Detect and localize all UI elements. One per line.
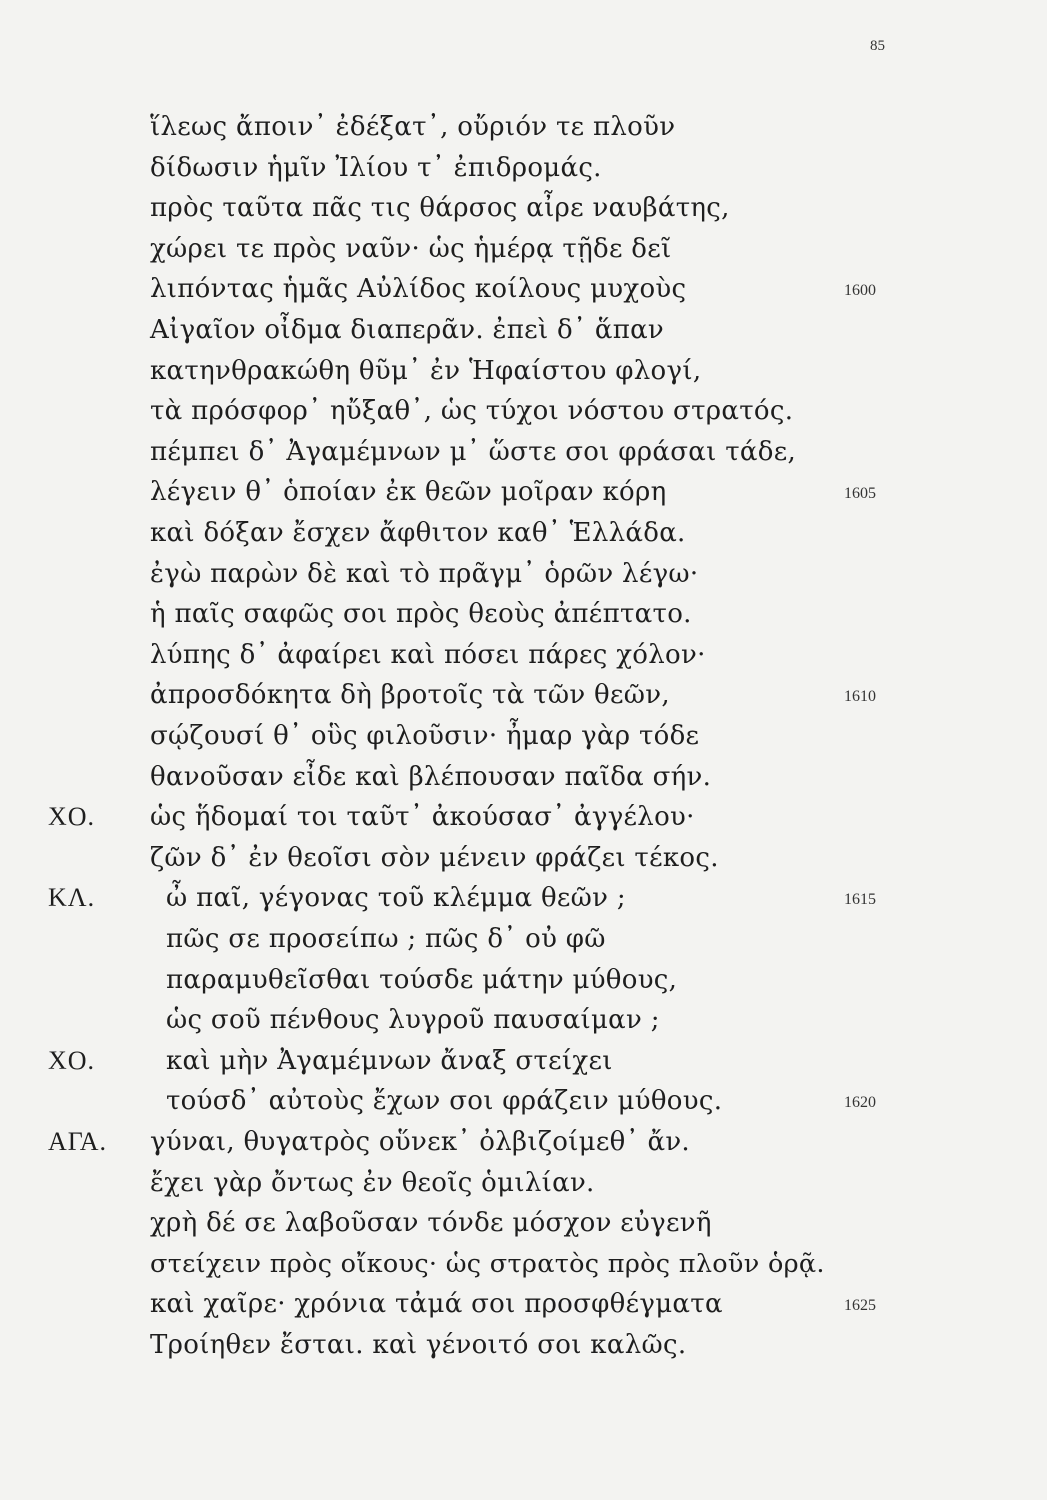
verse-text: λέγειν θ᾽ ὁποίαν ἐκ θεῶν μοῖραν κόρη: [150, 477, 667, 508]
line-number: 1620: [844, 1094, 876, 1112]
verse-text: σῴζουσί θ᾽ οὓς φιλοῦσιν· ἦμαρ γὰρ τόδε: [150, 721, 700, 751]
verse-line: [0, 680, 1047, 720]
verse-line: [0, 477, 1047, 517]
verse-line: [0, 640, 1047, 680]
speaker-label: ΧΟ.: [48, 1045, 96, 1075]
speaker-label: ΧΟ.: [48, 802, 96, 832]
verse-line: [0, 721, 1047, 761]
verse-text: ζῶν δ᾽ ἐν θεοῖσι σὸν μένειν φράζει τέκος.: [150, 842, 719, 873]
verse-text: ὦ παῖ, γέγονας τοῦ κλέμμα θεῶν ;: [166, 883, 626, 914]
verse-text: πῶς σε προσείπω ; πῶς δ᾽ οὐ φῶ: [166, 924, 606, 954]
verse-text: ἡ παῖς σαφῶς σοι πρὸς θεοὺς ἀπέπτατο.: [150, 599, 692, 630]
verse-text: παραμυθεῖσθαι τούσδε μάτην μύθους,: [166, 964, 678, 995]
verse-text: καὶ χαῖρε· χρόνια τἀμά σοι προσφθέγματα: [150, 1289, 723, 1320]
verse-text: γύναι, θυγατρὸς οὕνεκ᾽ ὀλβιζοίμεθ᾽ ἄν.: [150, 1127, 690, 1157]
verse-line: [0, 1086, 1047, 1126]
verse-line: [0, 965, 1047, 1005]
line-number: 1625: [844, 1297, 876, 1315]
verse-line: [0, 396, 1047, 436]
verse-text: ἔχει γὰρ ὄντως ἐν θεοῖς ὁμιλίαν.: [150, 1167, 595, 1198]
verse-line: [0, 599, 1047, 639]
verse-text: ὡς ἥδομαί τοι ταῦτ᾽ ἀκούσασ᾽ ἀγγέλου·: [150, 802, 695, 833]
verse-text: τὰ πρόσφορ᾽ ηὔξαθ᾽, ὡς τύχοι νόστου στρατός.: [150, 396, 794, 427]
verse-line: [0, 1208, 1047, 1248]
verse-text: πέμπει δ᾽ Ἀγαμέμνων μ᾽ ὥστε σοι φράσαι τάδε,: [150, 436, 797, 467]
verse-text: χρὴ δέ σε λαβοῦσαν τόνδε μόσχον εὐγενῆ: [150, 1208, 712, 1239]
verse-line: [0, 802, 1047, 842]
verse-line: [0, 843, 1047, 883]
verse-text: ἀπροσδόκητα δὴ βροτοῖς τὰ τῶν θεῶν,: [150, 680, 670, 711]
verse-text: καὶ δόξαν ἔσχεν ἄφθιτον καθ᾽ Ἑλλάδα.: [150, 518, 686, 548]
verse-text: χώρει τε πρὸς ναῦν· ὡς ἡμέρᾳ τῇδε δεῖ: [150, 233, 672, 264]
verse-line: [0, 356, 1047, 396]
page-number: 85: [870, 38, 885, 54]
verse-text: ἵλεως ἄποιν᾽ ἐδέξατ᾽, οὔριόν τε πλοῦν: [150, 112, 676, 142]
verse-text: Τροίηθεν ἔσται. καὶ γένοιτό σοι καλῶς.: [150, 1330, 687, 1360]
speaker-label: ΑΓΑ.: [48, 1127, 108, 1156]
verse-text: θανοῦσαν εἶδε καὶ βλέπουσαν παῖδα σήν.: [150, 761, 712, 792]
verse-line: [0, 1330, 1047, 1370]
verse-text: καὶ μὴν Ἀγαμέμνων ἄναξ στείχει: [166, 1045, 613, 1076]
line-number: 1600: [844, 282, 876, 300]
verse-line: [0, 762, 1047, 802]
verse-text: λιπόντας ἡμᾶς Αὐλίδος κοίλους μυχοὺς: [150, 274, 687, 305]
verse-text: τούσδ᾽ αὐτοὺς ἔχων σοι φράζειν μύθους.: [166, 1086, 723, 1117]
verse-line: [0, 112, 1047, 152]
verse-line: [0, 1289, 1047, 1329]
verse-line: [0, 315, 1047, 355]
verse-line: [0, 1127, 1047, 1167]
verse-text: ἐγὼ παρὼν δὲ καὶ τὸ πρᾶγμ᾽ ὁρῶν λέγω·: [150, 558, 699, 589]
verse-line: [0, 1005, 1047, 1045]
verse-line: [0, 883, 1047, 923]
verse-line: [0, 1249, 1047, 1289]
line-number: 1615: [844, 891, 876, 909]
verse-line: [0, 153, 1047, 193]
line-number: 1605: [844, 485, 876, 503]
verse-text: δίδωσιν ἡμῖν Ἰλίου τ᾽ ἐπιδρομάς.: [150, 152, 602, 183]
verse-line: [0, 1046, 1047, 1086]
verse-line: [0, 437, 1047, 477]
verse-text: στείχειν πρὸς οἴκους· ὡς στρατὸς πρὸς πλοῦν ὁρᾷ.: [150, 1248, 825, 1279]
verse-line: [0, 559, 1047, 599]
verse-text: λύπης δ᾽ ἀφαίρει καὶ πόσει πάρες χόλον·: [150, 639, 706, 670]
verse-line: [0, 234, 1047, 274]
line-number: 1610: [844, 688, 876, 706]
verse-line: [0, 518, 1047, 558]
verse-line: [0, 193, 1047, 233]
speaker-label: ΚΛ.: [48, 883, 96, 913]
verse-line: [0, 924, 1047, 964]
verse-text: κατηνθρακώθη θῦμ᾽ ἐν Ἡφαίστου φλογί,: [150, 355, 702, 386]
verse-text: Αἰγαῖον οἶδμα διαπερᾶν. ἐπεὶ δ᾽ ἅπαν: [150, 315, 665, 345]
verse-text: πρὸς ταῦτα πᾶς τις θάρσος αἶρε ναυβάτης,: [150, 193, 730, 224]
verse-line: [0, 1168, 1047, 1208]
verse-text: ὡς σοῦ πένθους λυγροῦ παυσαίμαν ;: [166, 1005, 660, 1036]
verse-line: [0, 274, 1047, 314]
